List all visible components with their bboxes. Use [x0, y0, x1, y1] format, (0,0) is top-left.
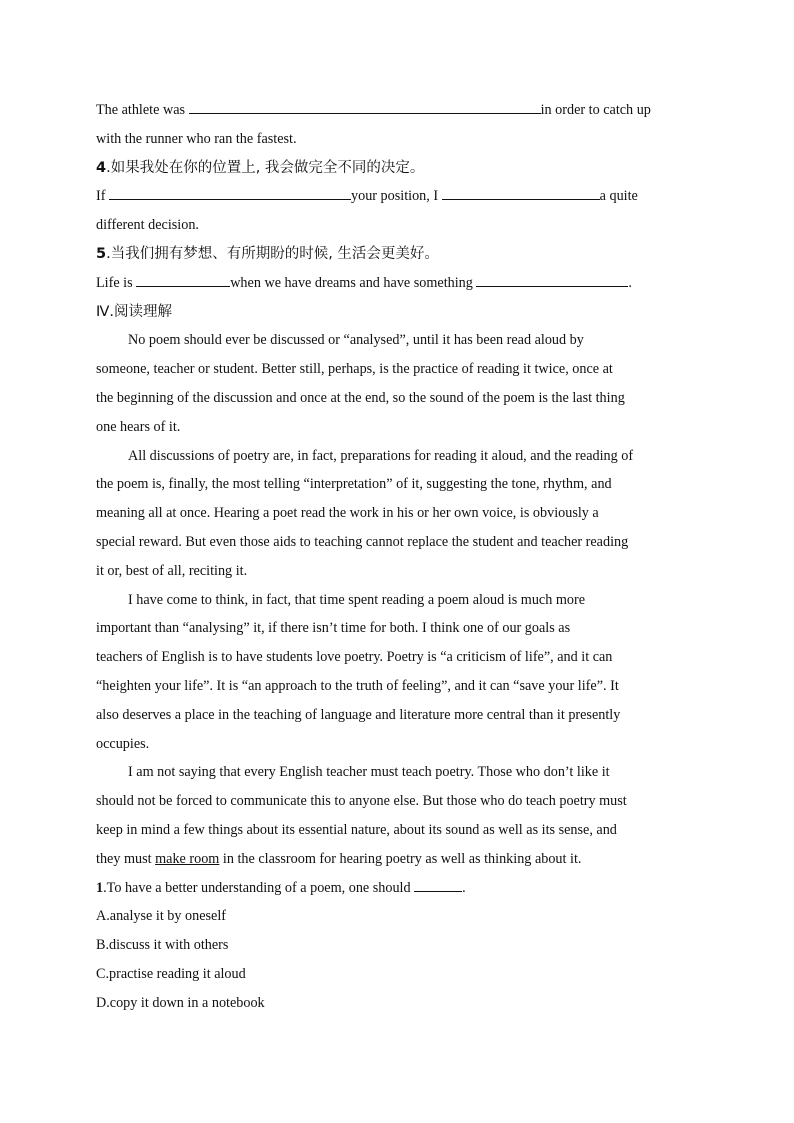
item3-answer-blank[interactable] [189, 99, 541, 114]
question-1-answer-blank[interactable] [414, 877, 462, 892]
passage-line: meaning all at once. Hearing a poet read the work in his or her own voice, is obviously a [96, 505, 599, 522]
item3-text-start: The athlete was [96, 102, 189, 118]
passage-line: someone, teacher or student. Better still, perhaps, is the practice of reading it twice, once at [96, 361, 613, 378]
question-1-option-a[interactable]: A.analyse it by oneself [96, 908, 227, 925]
question-1-option-b[interactable]: B.discuss it with others [96, 937, 229, 954]
passage-paragraph-4 [96, 758, 700, 873]
item4-answer-blank-2[interactable] [442, 185, 600, 200]
item5-number: 5 [96, 245, 107, 262]
item4-text-a: If [96, 188, 109, 205]
question-1-number: 1 [96, 879, 104, 896]
section-title: Ⅳ.阅读理解 [96, 303, 172, 320]
question-1-text: .To have a better understanding of a poem, one should [103, 879, 415, 896]
passage-line: the beginning of the discussion and once at the end, so the sound of the poem is the last thing [96, 389, 625, 406]
passage-line: should not be forced to communicate this to anyone else. But those who do teach poetry must [96, 793, 627, 810]
passage-paragraph-2 [96, 442, 700, 586]
question-1-text-end: . [462, 879, 466, 896]
passage-line: important than “analysing” it, if there isn’t time for both. I think one of our goals as [96, 620, 571, 637]
passage-line: also deserves a place in the teaching of language and literature more central than it presently [96, 706, 621, 723]
passage-line: one hears of it. [96, 418, 181, 435]
underlined-phrase: make room [155, 850, 220, 867]
passage-line: I have come to think, in fact, that time spent reading a poem aloud is much more [128, 591, 586, 608]
passage-line: All discussions of poetry are, in fact, preparations for reading it aloud, and the reading of [128, 447, 634, 464]
item4-line2: different decision. [96, 217, 199, 234]
passage-text: they must [96, 850, 156, 867]
item5-line [96, 269, 700, 298]
passage-line: the poem is, finally, the most telling “interpretation” of it, suggesting the tone, rhythm, and [96, 476, 612, 493]
passage-paragraph-1 [96, 326, 700, 441]
passage-line: keep in mind a few things about its essential nature, about its sound as well as its sense, and [96, 821, 617, 838]
item4-prompt [96, 154, 700, 183]
item5-text-b: when we have dreams and have something [230, 274, 477, 291]
item4-number: 4 [96, 159, 107, 176]
item5-answer-blank-1[interactable] [136, 272, 230, 287]
passage-line: occupies. [96, 735, 150, 752]
passage-line: special reward. But even those aids to teaching cannot replace the student and teacher reading [96, 533, 629, 550]
item3-text-end: in order to catch up [540, 102, 651, 118]
item5-text-a: Life is [96, 274, 137, 291]
item4-text-b: your position, I [351, 188, 442, 205]
item5-chinese: .当我们拥有梦想、有所期盼的时候, 生活会更美好。 [106, 245, 439, 262]
passage-line: teachers of English is to have students love poetry. Poetry is “a criticism of life”, and it can [96, 649, 613, 666]
question-1-stem [96, 874, 700, 903]
passage-text: in the classroom for hearing poetry as well as thinking about it. [219, 850, 582, 867]
passage-line-last [96, 845, 700, 874]
passage-line: it or, best of all, reciting it. [96, 562, 248, 579]
passage-line: “heighten your life”. It is “an approach to the truth of feeling”, and it can “save your life”. It [96, 677, 619, 694]
passage-line: No poem should ever be discussed or “analysed”, until it has been read aloud by [128, 332, 584, 349]
item5-text-c: . [628, 274, 632, 291]
item4-text-c: a quite [599, 188, 638, 205]
question-1-option-d[interactable]: D.copy it down in a notebook [96, 994, 265, 1011]
passage-line: I am not saying that every English teacher must teach poetry. Those who don’t like it [128, 764, 610, 781]
item3-line2: with the runner who ran the fastest. [96, 130, 297, 147]
item4-answer-blank-1[interactable] [109, 185, 351, 200]
item5-prompt [96, 240, 700, 269]
document-page [96, 96, 700, 1018]
item5-answer-blank-2[interactable] [476, 272, 628, 287]
question-1-option-c[interactable]: C.practise reading it aloud [96, 965, 246, 982]
item4-line1 [96, 182, 700, 211]
passage-paragraph-3 [96, 586, 700, 759]
item3-line1 [96, 96, 700, 125]
item4-chinese: .如果我处在你的位置上, 我会做完全不同的决定。 [106, 159, 425, 176]
